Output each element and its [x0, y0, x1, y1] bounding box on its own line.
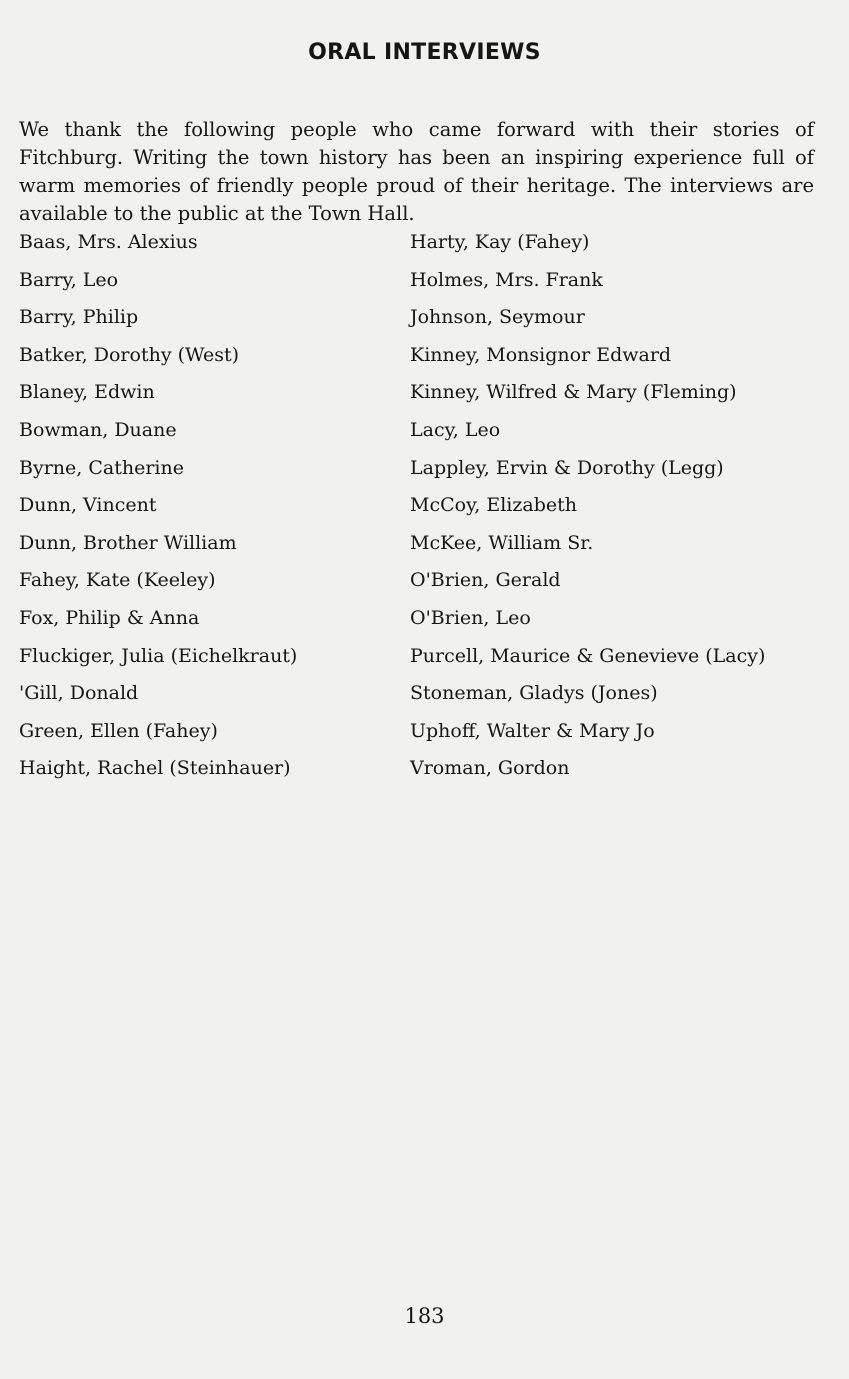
list-item: Vroman, Gordon: [410, 757, 570, 780]
list-item: Dunn, Brother William: [19, 531, 237, 554]
page-title: ORAL INTERVIEWS: [308, 40, 541, 65]
list-item: Lacy, Leo: [410, 418, 501, 441]
list-item: Johnson, Seymour: [410, 306, 585, 329]
list-item: Kinney, Monsignor Edward: [410, 343, 672, 366]
list-item: O'Brien, Gerald: [410, 569, 561, 592]
list-item: Stoneman, Gladys (Jones): [410, 682, 658, 705]
list-item: Fluckiger, Julia (Eichelkraut): [19, 644, 298, 667]
list-item: McCoy, Elizabeth: [410, 494, 578, 517]
list-item: Barry, Leo: [19, 268, 119, 291]
list-item: Barry, Philip: [19, 306, 139, 329]
list-item: Uphoff, Walter & Mary Jo: [410, 719, 655, 742]
interviewee-list-right: [410, 228, 765, 792]
list-item: Byrne, Catherine: [19, 456, 184, 479]
list-item: Kinney, Wilfred & Mary (Fleming): [410, 381, 737, 404]
list-item: Batker, Dorothy (West): [19, 343, 240, 366]
list-item: O'Brien, Leo: [410, 606, 531, 629]
list-item: Bowman, Duane: [19, 418, 177, 441]
list-item: Haight, Rachel (Steinhauer): [19, 757, 291, 780]
list-item: Harty, Kay (Fahey): [410, 231, 590, 253]
intro-paragraph: We thank the following people who came forward with their stories of Fitchburg. Writing the town history has been an inspiring experience full of warm memories of friendly people proud of their heritage. The interviews are available to the public at the Town Hall.: [19, 117, 814, 225]
list-item: Lappley, Ervin & Dorothy (Legg): [410, 456, 724, 479]
page-number: 183: [404, 1304, 445, 1328]
list-item: Fox, Philip & Anna: [19, 606, 200, 629]
list-item: Blaney, Edwin: [19, 381, 155, 404]
list-item: Holmes, Mrs. Frank: [410, 268, 603, 291]
list-item: Fahey, Kate (Keeley): [19, 569, 216, 592]
list-item: Baas, Mrs. Alexius: [19, 231, 198, 253]
list-item: Green, Ellen (Fahey): [19, 719, 218, 742]
list-item: Purcell, Maurice & Genevieve (Lacy): [410, 644, 766, 667]
list-item: Dunn, Vincent: [19, 494, 157, 517]
list-item: 'Gill, Donald: [19, 682, 139, 705]
interviewee-list-left: [19, 228, 297, 792]
list-item: McKee, William Sr.: [410, 531, 594, 554]
